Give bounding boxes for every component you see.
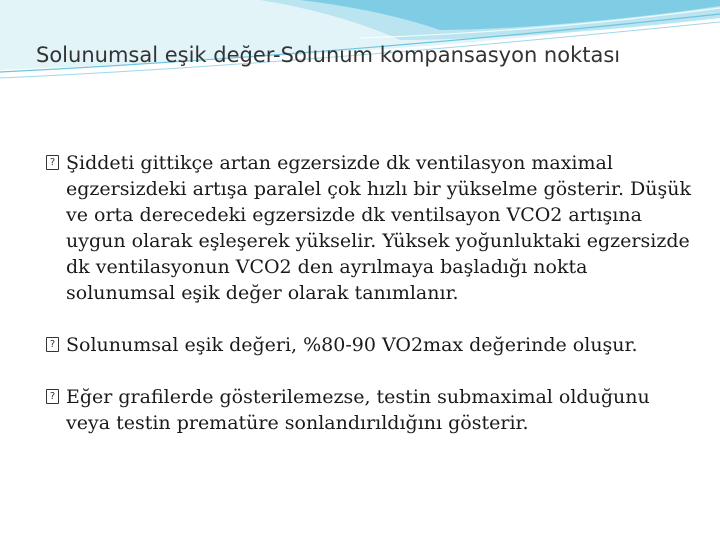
bullet-list — [46, 150, 696, 436]
bullet-item — [46, 384, 696, 436]
bullet-text: Solunumsal eşik değeri, %80-90 VO2max değerinde oluşur. — [66, 334, 638, 356]
bullet-item — [46, 150, 696, 306]
slide-title: Solunumsal eşik değer-Solunum kompansasyon noktası — [36, 43, 621, 67]
missing-glyph-box-icon: ? — [46, 337, 59, 352]
bullet-text: Eğer grafilerde gösterilemezse, testin submaximal olduğunu veya testin prematüre sonlandırıldığını gösterir. — [66, 386, 650, 434]
missing-glyph-box-icon: ? — [46, 389, 59, 404]
bullet-text: Şiddeti gittikçe artan egzersizde dk ventilasyon maximal egzersizdeki artışa paralel çok hızlı bir yükselme gösterir. Düşük ve orta derecedeki egzersizde dk ventilsayon VCO2 artışına uygun olarak eşleşerek yükselir. Yüksek yoğunluktaki egzersizde dk ventilasyonun VCO2 den ayrılmaya başladığı nokta solunumsal eşik değer olarak tanımlanır. — [66, 152, 691, 304]
bullet-item — [46, 332, 696, 358]
missing-glyph-box-icon: ? — [46, 155, 59, 170]
